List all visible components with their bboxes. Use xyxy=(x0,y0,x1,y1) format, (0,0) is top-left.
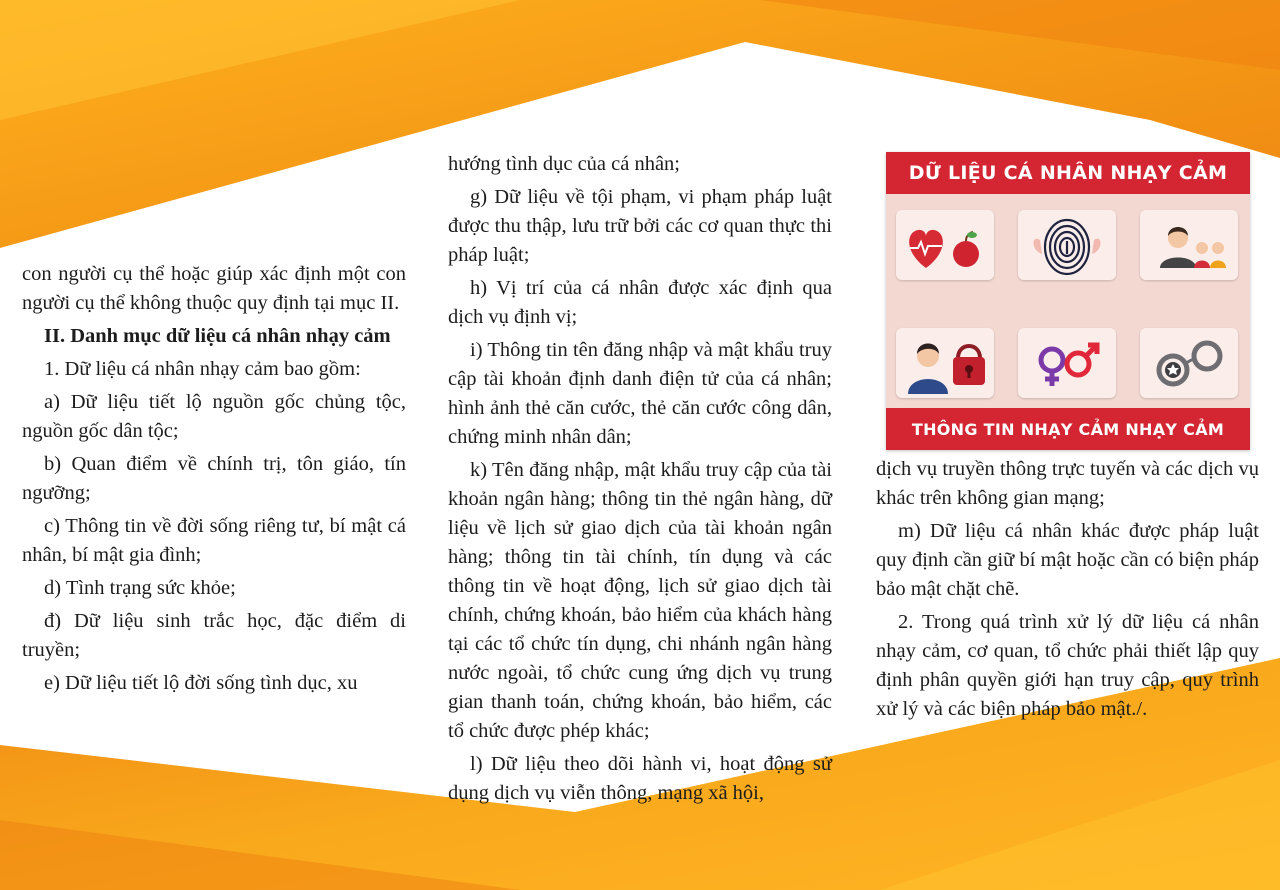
list-item: i) Thông tin tên đăng nhập và mật khẩu truy cập tài khoản định danh điện tử của cá nhân; hình ảnh thẻ căn cước, thẻ căn cước công dân, chứng minh nhân dân; xyxy=(448,339,832,448)
list-item: l) Dữ liệu theo dõi hành vi, hoạt động sử dụng dịch vụ viễn thông, mạng xã hội, xyxy=(448,753,832,804)
section-heading: II. Danh mục dữ liệu cá nhân nhạy cảm xyxy=(44,325,391,347)
list-item: m) Dữ liệu cá nhân khác được pháp luật quy định cần giữ bí mật hoặc cần có biện pháp bảo mật chặt chẽ. xyxy=(876,520,1259,600)
list-item: b) Quan điểm về chính trị, tôn giáo, tín ngưỡng; xyxy=(22,453,406,504)
list-item: a) Dữ liệu tiết lộ nguồn gốc chủng tộc, nguồn gốc dân tộc; xyxy=(22,391,406,442)
text-column-middle xyxy=(448,150,832,812)
sensitive-data-infographic xyxy=(886,152,1250,450)
people-group-icon xyxy=(1140,210,1238,280)
fingerprint-icon xyxy=(1018,210,1116,280)
list-item: c) Thông tin về đời sống riêng tư, bí mật cá nhân, bí mật gia đình; xyxy=(22,515,406,566)
paragraph: 1. Dữ liệu cá nhân nhạy cảm bao gồm: xyxy=(44,358,361,380)
gender-symbols-icon xyxy=(1018,328,1116,398)
list-item: đ) Dữ liệu sinh trắc học, đặc điểm di truyền; xyxy=(22,610,406,661)
infographic-caption: THÔNG TIN NHẠY CẢM NHẠY CẢM xyxy=(886,408,1250,450)
list-item: h) Vị trí của cá nhân được xác định qua dịch vụ định vị; xyxy=(448,277,832,328)
paragraph: hướng tình dục của cá nhân; xyxy=(448,153,681,175)
handcuffs-icon xyxy=(1140,328,1238,398)
person-lock-icon xyxy=(896,328,994,398)
infographic-title: DỮ LIỆU CÁ NHÂN NHẠY CẢM xyxy=(886,152,1250,194)
list-item: e) Dữ liệu tiết lộ đời sống tình dục, xu xyxy=(44,672,358,694)
paragraph: con người cụ thể hoặc giúp xác định một con người cụ thể không thuộc quy định tại mục II. xyxy=(22,263,406,314)
heart-apple-icon xyxy=(896,210,994,280)
paragraph: dịch vụ truyền thông trực tuyến và các dịch vụ khác trên không gian mạng; xyxy=(876,458,1259,509)
text-column-left xyxy=(22,260,406,702)
list-item: d) Tình trạng sức khỏe; xyxy=(44,577,236,599)
paragraph: 2. Trong quá trình xử lý dữ liệu cá nhân nhạy cảm, cơ quan, tổ chức phải thiết lập quy định phân quyền giới hạn truy cập, quy trình xử lý và các biện pháp bảo mật./. xyxy=(876,611,1259,720)
list-item: g) Dữ liệu về tội phạm, vi phạm pháp luật được thu thập, lưu trữ bởi các cơ quan thực thi pháp luật; xyxy=(448,186,832,266)
list-item: k) Tên đăng nhập, mật khẩu truy cập của tài khoản ngân hàng; thông tin thẻ ngân hàng, dữ liệu về lịch sử giao dịch của tài khoản ngân hàng; thông tin tài chính, tín dụng và các thông tin về hoạt động, lịch sử giao dịch tài chính, chứng khoán, bảo hiểm của khách hàng tại các tổ chức tín dụng, chi nhánh ngân hàng nước ngoài, tổ chức cung ứng dịch vụ trung gian thanh toán, chứng khoán, bảo hiểm, các tổ chức được phép khác; xyxy=(448,459,832,742)
text-column-right xyxy=(876,455,1259,728)
